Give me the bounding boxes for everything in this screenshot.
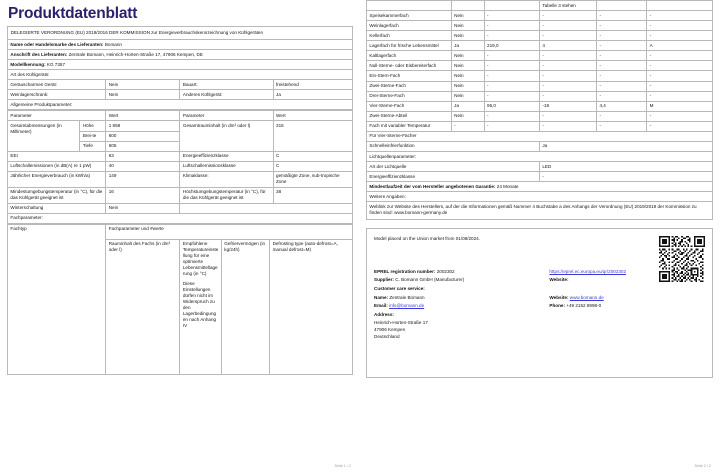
comp-row-3-volume: 219,0 <box>484 41 539 51</box>
care-website-row <box>549 294 705 301</box>
gp-row-3-value1: 16 <box>106 187 180 203</box>
appliance-row-1-value1: Nein <box>106 90 180 100</box>
table-row <box>367 192 713 202</box>
comp-row-3-temp: 4 <box>539 41 596 51</box>
comp-row-5-temp: - <box>539 61 596 71</box>
comp-row-3-type: Lagerfach für frische Lebensmittel <box>367 41 452 51</box>
gp-col-header-3: Wert <box>273 111 352 121</box>
comp-row-2-present: Nein <box>451 31 484 41</box>
supplier-name-value: Bomann <box>104 41 122 47</box>
compartment-parameters-header-table <box>7 224 353 375</box>
eprel-url-link[interactable]: https://eprel.ec.europa.eu/qr/2002302 <box>549 268 627 274</box>
total-volume-label: Gesamtrauminhalt (in dm³ oder l) <box>180 121 273 151</box>
light-source-type-label: Art der Lichtquelle <box>367 162 540 172</box>
comp-row-4-present: Nein <box>451 51 484 61</box>
comp-row-2-type: Kellerfach <box>367 31 452 41</box>
cp-col-header-freezing-capacity: Gefriervermögen (in kg/24h) <box>221 239 269 374</box>
comp-row-8-freeze: - <box>597 91 647 101</box>
table-row <box>367 141 713 151</box>
weblink-text: Weblink zur Website des Herstellers, auf der die Informationen gemäß Nummer 4 Buchstabe a des Anhangs der Verordnung (EU) 2019/2019 der Kommission zu finden sind: <box>369 203 697 215</box>
comp-row-10-present: Nein <box>451 111 484 121</box>
gp-row-2-param1: Jährlicher Energieverbrauch (in kWh/a) <box>8 171 106 187</box>
care-address-line-2: Deutschland <box>374 334 400 340</box>
comp-row-7-volume: - <box>484 81 539 91</box>
table-row <box>367 172 713 182</box>
comp-row-8-temp: - <box>539 91 596 101</box>
table-row <box>367 71 713 81</box>
comp-row-1-volume: - <box>484 21 539 31</box>
cp-col-header-fachtyp: Fachtyp <box>8 224 106 374</box>
comp-row-6-present: Nein <box>451 71 484 81</box>
eprel-details-left <box>374 268 549 341</box>
table-row <box>367 1 713 11</box>
table-row <box>8 39 353 49</box>
table-row <box>367 151 713 161</box>
gp-row-4-value1: Nein <box>106 203 180 213</box>
comp-row-11-defrost: - <box>647 121 713 131</box>
care-email-row <box>374 302 545 309</box>
market-placement-line: Model placed on the Union market from 01/08/2024. <box>374 235 480 241</box>
eprel-info-box <box>366 228 713 378</box>
comp-row-6-volume: - <box>484 71 539 81</box>
comp-row-4-freeze: - <box>597 51 647 61</box>
comp-row-5-defrost: - <box>647 61 713 71</box>
comp-row-3-freeze: - <box>597 41 647 51</box>
comp-row-0-defrost: - <box>647 11 713 21</box>
comp-row-9-freeze: 4,4 <box>597 101 647 111</box>
further-info-heading: Weitere Angaben: <box>367 192 713 202</box>
gp-row-0-value1: 63 <box>106 151 180 161</box>
weblink-cell <box>367 202 713 219</box>
page-title: Produktdatenblatt <box>8 5 138 22</box>
table-row <box>367 61 713 71</box>
comp-row-4-defrost: - <box>647 51 713 61</box>
table-row <box>8 50 353 60</box>
care-website-label: Website: <box>549 294 569 300</box>
comp-row-10-freeze: - <box>597 111 647 121</box>
comp-row-2-temp: - <box>539 31 596 41</box>
comp-row-7-present: Nein <box>451 81 484 91</box>
care-address-line-0: Heinrich-Horten-Straße 17 <box>374 320 428 326</box>
comp-row-11-type: Fach mit variabler Temperatur <box>367 121 452 131</box>
dimension-width-value: 600 <box>106 131 180 141</box>
qr-code-svg <box>659 236 705 282</box>
page-1-footer: Seite 1 / 2 <box>334 464 351 468</box>
table-row <box>8 90 353 100</box>
table-row <box>367 182 713 192</box>
cp-col-header-temperature <box>180 239 221 374</box>
table-row <box>8 80 353 90</box>
regulation-intro: DELEGIERTE VERORDNUNG (EU) 2019/2016 DER KOMMISSION zur Energieverbrauchskennzeichnung von Kühlgeräten <box>7 26 353 39</box>
page-2-footer: Seite 2 / 2 <box>694 464 711 468</box>
comp-row-2-volume: - <box>484 31 539 41</box>
model-value: KG 7357 <box>46 61 66 67</box>
table-row <box>8 203 353 213</box>
care-name-value: Zentrale Bomann <box>389 294 425 300</box>
table-row <box>367 41 713 51</box>
warranty-value: 24 Monate <box>496 183 519 189</box>
customer-care-heading: Customer care service: <box>374 285 425 291</box>
supplier-row <box>374 276 545 283</box>
comp-row-10-temp: - <box>539 111 596 121</box>
comp-row-3-present: Ja <box>451 41 484 51</box>
cp-col-header-temperature-part2: Diese Einstellungen dürfen nicht im Widerspruch zu den Lagerbedingungen nach Anhang IV <box>182 281 217 328</box>
care-phone-value: +49 2152 8998-0 <box>566 303 602 309</box>
appliance-row-1-value2: Ja <box>273 90 352 100</box>
comp-row-6-freeze: - <box>597 71 647 81</box>
gp-row-0-param2: Energieeffizienzklasse <box>180 151 273 161</box>
comp-row-6-temp: - <box>539 71 596 81</box>
comp-row-1-temp: - <box>539 21 596 31</box>
appliance-row-1-param1: Weinlagerschrank: <box>8 90 106 100</box>
comp-row-6-defrost: - <box>647 71 713 81</box>
comp-row-4-volume: - <box>484 51 539 61</box>
cv-header-blank-0 <box>367 1 452 11</box>
table-row <box>367 101 713 111</box>
comp-row-3-defrost: A <box>647 41 713 51</box>
cp-col-header-defrost-type: Defrosting type (auto-defrost=A, manual defrost=M) <box>270 239 353 374</box>
table-row <box>367 81 713 91</box>
table-row <box>367 131 713 141</box>
light-source-class-value: - <box>539 172 712 182</box>
dimension-height-value: 1 858 <box>106 121 180 131</box>
comp-row-1-type: Weinlagerfach <box>367 21 452 31</box>
care-website-link[interactable]: www.bomann.de <box>569 294 604 300</box>
appliance-row-0-param1: Geräuscharmes Gerät: <box>8 80 106 90</box>
eprel-details <box>374 268 705 341</box>
gp-row-1-param1: Luftschallemissionen (in dB(A) re 1 pW) <box>8 161 106 171</box>
comp-row-9-defrost: M <box>647 101 713 111</box>
table-row <box>367 11 713 21</box>
comp-row-7-temp: - <box>539 81 596 91</box>
gp-row-4-param1: Winterschaltung <box>8 203 106 213</box>
warranty-label: Mindestlaufzeit der vom Hersteller angebotenen Garantie: <box>369 183 496 189</box>
supplier-address-cell <box>8 50 353 60</box>
light-source-heading: Lichtquellenparameter: <box>367 151 713 161</box>
comp-row-9-present: Ja <box>451 101 484 111</box>
dimension-depth-value: 605 <box>106 141 180 151</box>
table-row <box>367 111 713 121</box>
table-row <box>8 100 353 110</box>
supplier-address-value: Zentrale Bomann, Heinrich-Horten-Straße 17, 47906 Kempen, DE <box>68 51 203 57</box>
supplier-name-label: Name oder Handelsmarke des Lieferanten: <box>10 41 104 47</box>
appliance-row-0-param2: Bauart: <box>180 80 273 90</box>
comp-row-11-present: - <box>451 121 484 131</box>
appliance-row-0-value1: Nein <box>106 80 180 90</box>
supplier-table <box>7 39 353 110</box>
table-row <box>367 31 713 41</box>
table-row <box>367 21 713 31</box>
gp-row-3-value2: 38 <box>273 187 352 203</box>
general-parameters-table <box>7 110 353 223</box>
eprel-registration-row <box>374 268 545 275</box>
table-row <box>8 70 353 80</box>
table-row <box>8 111 353 121</box>
gp-row-4-param2 <box>180 203 353 213</box>
warranty-cell <box>367 182 713 192</box>
care-phone-row <box>549 302 705 309</box>
comp-row-1-defrost: - <box>647 21 713 31</box>
appliance-row-1-param2: Anderes Kühlgerät: <box>180 90 273 100</box>
comp-row-8-defrost: - <box>647 91 713 101</box>
comp-row-5-present: Nein <box>451 61 484 71</box>
cv-header-blank-4 <box>647 1 713 11</box>
gp-col-header-0: Parameter <box>8 111 106 121</box>
gp-row-3-param1: Mindestumgebungstemperatur (in °C), für die das Kühlgerät geeignet ist <box>8 187 106 203</box>
comp-row-9-volume: 96,0 <box>484 101 539 111</box>
comp-row-0-temp: - <box>539 11 596 21</box>
gp-row-2-value1: 149 <box>106 171 180 187</box>
website-label: Website: <box>549 277 569 283</box>
care-address-line-1: 47906 Kempen <box>374 327 406 333</box>
qr-code-icon[interactable] <box>659 236 705 282</box>
comp-row-4-temp: - <box>539 51 596 61</box>
comp-row-0-present: Nein <box>451 11 484 21</box>
gp-row-1-value2: C <box>273 161 352 171</box>
comp-row-9-type: Vier-Sterne-Fach <box>367 101 452 111</box>
comp-row-0-volume: - <box>484 11 539 21</box>
eprel-registration-value: 2002302 <box>436 268 455 274</box>
supplier-value: C. Bomann GmbH (Manufacturer) <box>395 277 465 283</box>
care-address-label: Address: <box>374 312 394 318</box>
comp-row-1-freeze: - <box>597 21 647 31</box>
model-cell <box>8 60 353 70</box>
model-label: Modellkennung: <box>10 61 46 67</box>
cv-header-fragment: Tabelle 3 stehen <box>539 1 596 11</box>
comp-row-7-defrost: - <box>647 81 713 91</box>
gp-row-3-param2: Höchstumgebungstemperatur (in °C), für die das Kühlgerät geeignet ist <box>180 187 273 203</box>
fast-freeze-label: Schnelleinfrierfunktion <box>367 141 540 151</box>
supplier-address-label: Anschrift des Lieferanten: <box>10 51 68 57</box>
cv-header-blank-2 <box>484 1 539 11</box>
table-row <box>8 213 353 223</box>
gp-row-2-value2: gemäßigte Zone, sub-tropische Zone <box>273 171 352 187</box>
table-row <box>367 162 713 172</box>
table-row <box>367 91 713 101</box>
comp-row-8-present: Nein <box>451 91 484 101</box>
table-row <box>8 171 353 187</box>
comp-row-11-temp: - <box>539 121 596 131</box>
gp-row-2-param2: Klimaklasse: <box>180 171 273 187</box>
care-address-block <box>374 320 545 341</box>
gp-row-1-value1: 40 <box>106 161 180 171</box>
comp-row-5-volume: - <box>484 61 539 71</box>
cv-header-blank-3 <box>597 1 647 11</box>
comp-row-8-volume: - <box>484 91 539 101</box>
care-name-row <box>374 294 545 301</box>
comp-row-11-freeze: - <box>597 121 647 131</box>
appliance-type-heading: Art des Kühlgeräts: <box>8 70 353 80</box>
gp-col-header-2: Parameter <box>180 111 273 121</box>
weblink-value: www.bomann-germany.de <box>394 209 448 215</box>
table-row <box>8 161 353 171</box>
table-row <box>367 51 713 61</box>
comp-row-9-temp: -18 <box>539 101 596 111</box>
eprel-registration-label: EPREL registration number: <box>374 268 436 274</box>
cp-group-header: Fachparameter und #werte <box>106 224 353 239</box>
compartment-values-table <box>366 0 713 220</box>
comp-row-1-present: Nein <box>451 21 484 31</box>
table-row <box>367 202 713 219</box>
overall-dimensions-label: Gesamtabmessungen (in Millimeter) <box>8 121 80 151</box>
table-row <box>8 60 353 70</box>
total-volume-value: 315 <box>273 121 352 151</box>
comp-row-0-type: Speisekammerfach <box>367 11 452 21</box>
dimension-depth-label: Tiefe <box>80 141 106 151</box>
fast-freeze-value: Ja <box>539 141 712 151</box>
spacer-row <box>549 285 705 292</box>
care-name-label: Name: <box>374 294 389 300</box>
gp-row-0-value2: C <box>273 151 352 161</box>
appliance-row-0-value2: freistehend <box>273 80 352 90</box>
compartment-params-heading: Fachparameter: <box>8 213 353 223</box>
general-params-heading: Allgemeine Produktparameter: <box>8 100 353 110</box>
table-row <box>8 121 353 131</box>
table-row <box>8 187 353 203</box>
comp-row-7-freeze: - <box>597 81 647 91</box>
comp-row-10-type: Zwei-Sterne-Abteil <box>367 111 452 121</box>
gp-row-0-param1: EEI <box>8 151 106 161</box>
table-row <box>367 121 713 131</box>
comp-row-4-type: Kaltlagerfach <box>367 51 452 61</box>
comp-row-0-freeze: - <box>597 11 647 21</box>
comp-row-2-freeze: - <box>597 31 647 41</box>
comp-row-11-volume: - <box>484 121 539 131</box>
gp-row-1-param2: Luftschallemissionsklasse <box>180 161 273 171</box>
cp-col-header-temperature-part1: Empfohlene Temperatureinstellung für eine optimierte Lebensmittellagerung (in °C) <box>182 241 219 277</box>
cv-header-blank-1 <box>451 1 484 11</box>
table-row <box>8 224 353 239</box>
light-source-type-value: LED <box>539 162 712 172</box>
gp-col-header-1: Wert <box>106 111 180 121</box>
care-email-label: Email: <box>374 303 388 309</box>
supplier-label: Supplier: <box>374 277 394 283</box>
comp-row-5-freeze: - <box>597 61 647 71</box>
comp-row-10-volume: - <box>484 111 539 121</box>
four-star-heading: Für Vier-Sterne-Fächer <box>367 131 713 141</box>
document-page-2 <box>360 0 720 473</box>
comp-row-5-type: Null-Sterne- oder Eisbereiterfach <box>367 61 452 71</box>
care-phone-label: Phone: <box>549 303 565 309</box>
cp-col-header-volume: Rauminhalt des Fachs (in dm³ oder l) <box>106 239 180 374</box>
care-email-link[interactable]: info@bomann.de <box>389 303 425 309</box>
supplier-name-cell <box>8 39 353 49</box>
comp-row-7-type: Zwei-Sterne-Fach <box>367 81 452 91</box>
comp-row-2-defrost: - <box>647 31 713 41</box>
dimension-height-label: Höhe <box>80 121 106 131</box>
comp-row-6-type: Ein-Stern-Fach <box>367 71 452 81</box>
comp-row-8-type: Drei-Sterne-Fach <box>367 91 452 101</box>
dimension-width-label: Brei-te <box>80 131 106 141</box>
table-row <box>8 151 353 161</box>
comp-row-10-defrost: - <box>647 111 713 121</box>
light-source-class-label: Energieeffizienzklasse <box>367 172 540 182</box>
